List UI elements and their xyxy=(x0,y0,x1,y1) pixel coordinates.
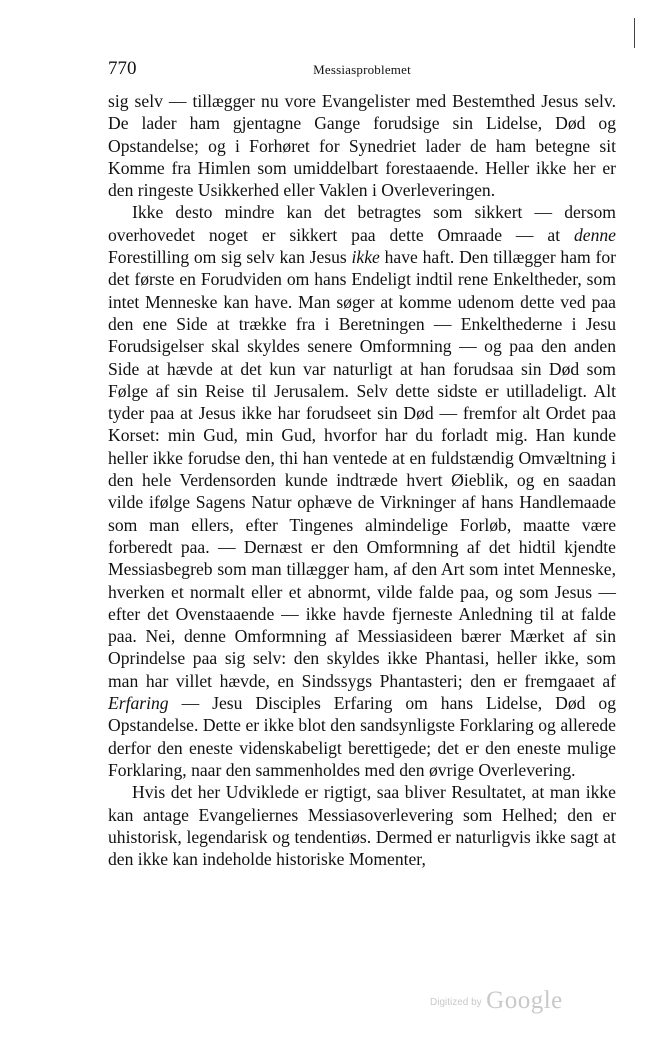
italic-run: Erfaring xyxy=(108,693,169,714)
text-run: Ikke desto mindre kan det betragtes som sikkert — dersom overhovedet noget er sikkert paa dette Omraade — at xyxy=(108,202,616,245)
text-run: have haft. Den tillægger ham for det første en Forudviden om hans Endeligt indtil rene Enkeltheder, som intet Menneske kan have. Man søger at komme udenom dette ved paa den ene Side at trække fra i Beretningen — Enkelthederne i Jesu Forudsigelser skal skyldes senere Omformning — og paa den anden Side at hævde at det kun var naturligt at han forudsaa sin Død som Følge af sin Reise til Jerusalem. Selv dette sidste er utilladeligt. Alt tyder paa at Jesus ikke har forudseet sin Død — fremfor alt Ordet paa Korset: min Gud, min Gud, hvorfor har du forladt mig. Han kunde heller ikke forudse den, thi han ventede at en fuldstændig Omvæltning i den hele Verdensorden kunde indtræde hvert Øieblik, og en saadan vilde ifølge Sagens Natur ophæve de Virkninger af hans Handlemaade som man ellers, efter Tingenes almindelige Forløb, maatte være forberedt paa. — Dernæst er den Omformning af det hidtil kjendte Messiasbegreb som man tillægger ham, af den Art som intet Menneske, hverken et normalt eller et abnormt, vilde falde paa, og som Jesus — efter det Ovenstaaende — ikke havde fjerneste Anledning til at falde paa. Nei, denne Omformning af Messiasideen bærer Mærket af sin Oprindelse paa sig selv: den skyldes ikke Phantasi, heller ikke, som man har villet hævde, en Sindssygs Phantasteri; den er fremgaaet af xyxy=(108,247,616,691)
book-page xyxy=(108,58,616,870)
page-header xyxy=(108,58,616,90)
watermark-brand: Google xyxy=(486,987,563,1014)
text-run: — Jesu Disciples Erfaring om hans Lidelse, Død og Opstandelse. Dette er ikke blot den sandsynligste Forklaring og allerede derfor den eneste videnskabeligt berettigede; det er den eneste mulige Forklaring, naar den sammenholdes med den øvrige Overlevering. xyxy=(108,693,616,780)
watermark-prefix: Digitized by xyxy=(430,997,482,1008)
text-run: Hvis det her Udviklede er rigtigt, saa bliver Resultatet, at man ikke kan antage Evangeliernes Messiasoverlevering som Helhed; den er uhistorisk, legendarisk og tendentiøs. Dermed er naturligvis ikke sagt at den ikke kan indeholde historiske Momenter, xyxy=(108,782,616,870)
text-run: Forestilling om sig selv kan Jesus xyxy=(108,247,352,268)
text-run: sig selv — tillægger nu vore Evangelister med Bestemthed Jesus selv. De lader ham gjentagne Gange forudsige sin Lidelse, Død og Opstandelse; og i Forhøret for Synedriet lader de ham betegne sit Komme fra Himlen som umiddelbart forestaaende. Heller ikke her er den ringeste Usikkerhed eller Vaklen i Overleveringen. xyxy=(108,91,616,201)
body-text xyxy=(108,90,616,870)
paragraph xyxy=(108,201,616,781)
paragraph xyxy=(108,781,616,870)
italic-run: ikke xyxy=(351,247,380,268)
paragraph xyxy=(108,90,616,201)
running-title: Messiasproblemet xyxy=(313,62,411,77)
page-number: 770 xyxy=(108,58,137,79)
google-watermark xyxy=(430,987,563,1015)
italic-run: denne xyxy=(573,224,616,245)
scan-edge-mark xyxy=(634,18,635,48)
